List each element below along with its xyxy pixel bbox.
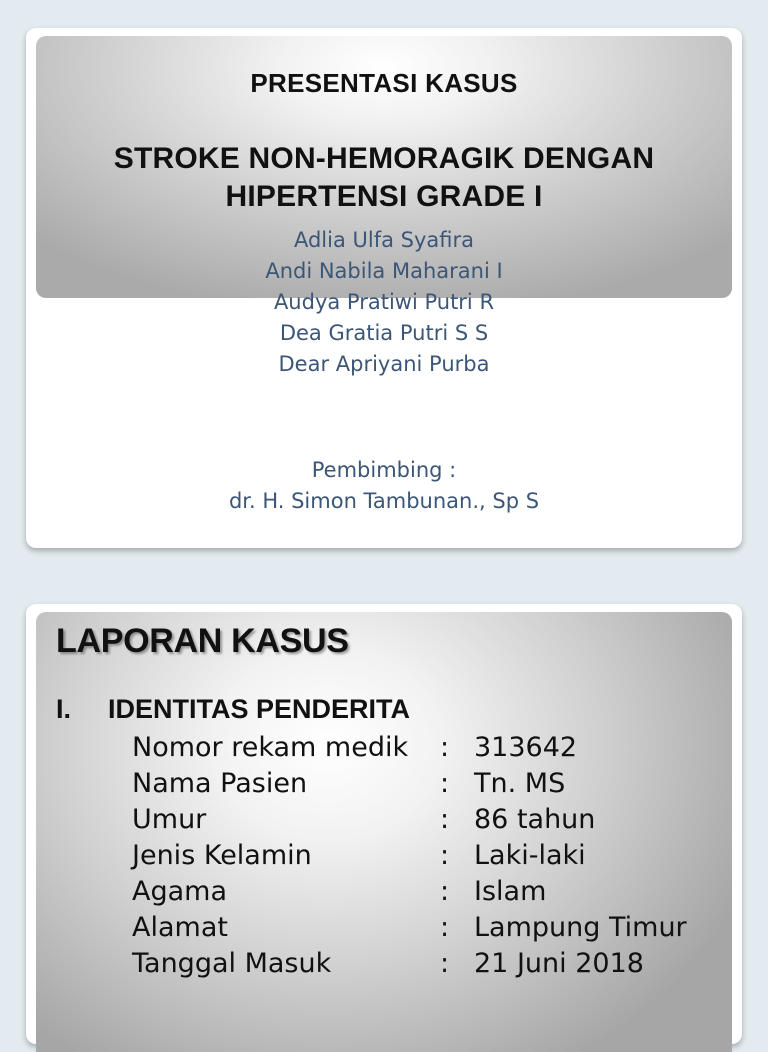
field-row-record-number — [132, 730, 732, 766]
field-value: Islam — [474, 876, 547, 907]
field-colon: : — [440, 912, 450, 943]
field-value: Laki-laki — [474, 840, 586, 871]
author-name: Andi Nabila Maharani I — [265, 259, 503, 283]
advisor-block — [26, 455, 742, 517]
field-value: Lampung Timur — [474, 912, 687, 943]
slide-title — [26, 140, 742, 216]
section-numeral: I. — [56, 694, 72, 724]
author-name: Audya Pratiwi Putri R — [273, 290, 495, 314]
field-row-religion — [132, 874, 732, 910]
author-list — [26, 225, 742, 380]
field-label: Nama Pasien — [132, 768, 308, 799]
field-row-admission-date — [132, 946, 732, 982]
field-label: Umur — [132, 804, 207, 835]
field-colon: : — [440, 732, 450, 763]
field-colon: : — [440, 768, 450, 799]
field-row-sex — [132, 838, 732, 874]
field-value: 86 tahun — [474, 804, 596, 835]
field-label: Alamat — [132, 912, 228, 943]
author-name: Dea Gratia Putri S S — [279, 321, 489, 345]
section-heading: IDENTITAS PENDERITA — [108, 694, 411, 724]
field-value: 313642 — [474, 732, 578, 763]
advisor-label: Pembimbing : — [311, 458, 457, 482]
field-value: Tn. MS — [474, 768, 566, 799]
case-report-slide — [26, 604, 742, 1044]
field-row-patient-name — [132, 766, 732, 802]
presentation-label: PRESENTASI KASUS — [250, 68, 518, 98]
author-name: Dear Apriyani Purba — [278, 352, 490, 376]
field-colon: : — [440, 804, 450, 835]
patient-identity-list — [132, 730, 732, 982]
field-label: Nomor rekam medik — [132, 732, 409, 763]
field-label: Jenis Kelamin — [132, 840, 312, 871]
field-label: Tanggal Masuk — [132, 948, 332, 979]
field-colon: : — [440, 948, 450, 979]
field-value: 21 Juni 2018 — [474, 948, 644, 979]
slide-title: LAPORAN KASUS — [56, 622, 349, 660]
slide-title-line-1: STROKE NON-HEMORAGIK DENGAN — [113, 142, 655, 175]
field-colon: : — [440, 876, 450, 907]
field-row-address — [132, 910, 732, 946]
field-row-age — [132, 802, 732, 838]
field-label: Agama — [132, 876, 228, 907]
author-name: Adlia Ulfa Syafira — [293, 228, 475, 252]
slide-title-line-2: HIPERTENSI GRADE I — [225, 180, 543, 213]
title-slide — [26, 28, 742, 548]
advisor-name: dr. H. Simon Tambunan., Sp S — [228, 489, 540, 513]
field-colon: : — [440, 840, 450, 871]
